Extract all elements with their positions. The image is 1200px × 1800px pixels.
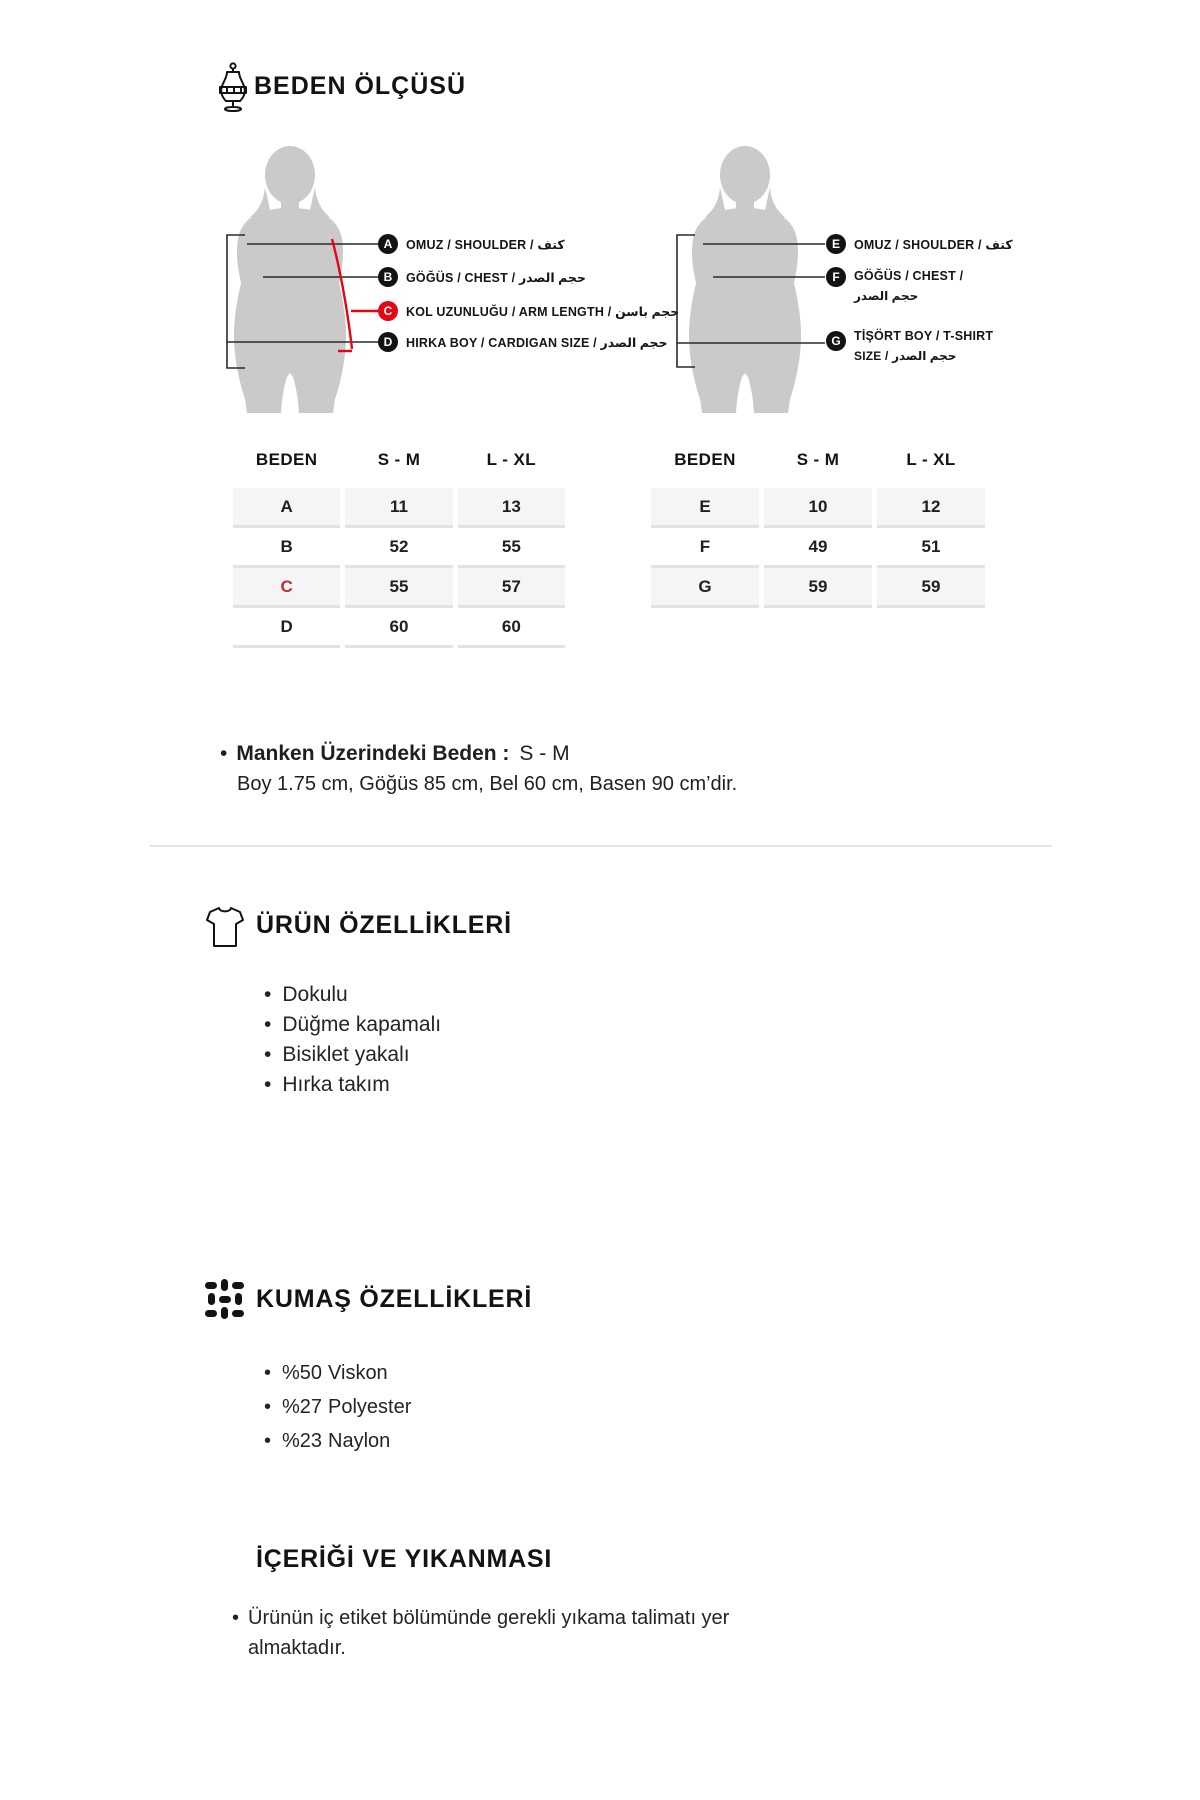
fabric-percent: %27 [282,1396,323,1418]
label-cardigan-size: D HIRKA BOY / CARDIGAN SIZE / حجم الصدر [378,332,668,352]
table-row: A 11 13 [233,488,565,528]
label-tshirt-size: G TİŞÖRT BOY / T-SHIRT SIZE / حجم الصدر [826,326,993,366]
list-item [264,1424,411,1458]
left-figure-diagram [215,145,390,415]
right-figure-diagram [665,145,835,415]
col-header: BEDEN [674,450,736,469]
col-header: L - XL [906,450,956,469]
letter-badge: G [826,331,846,351]
letter-badge-red: C [378,301,398,321]
bullet: • [232,1607,240,1629]
letter-badge: A [378,234,398,254]
list-item: • Dokulu [264,980,441,1010]
table-row: F 49 51 [651,528,985,568]
fabric-percent: %23 [282,1430,323,1452]
label-shoulder-left: A OMUZ / SHOULDER / كتف [378,234,565,254]
label-chest-right: F GÖĞÜS / CHEST / حجم الصدر [826,266,963,306]
table-row: G 59 59 [651,568,985,608]
section-title-fabric: KUMAŞ ÖZELLİKLERİ [256,1285,533,1313]
table-header-row [651,450,985,480]
table-row: D 60 60 [233,608,565,648]
care-text: Ürünün iç etiket bölümünde gerekli yıkama talimatı yer almaktadır. [248,1607,730,1659]
fabric-percent: %50 [282,1362,323,1384]
letter-badge: E [826,234,846,254]
letter-badge: D [378,332,398,352]
model-size-info [220,742,737,796]
bullet: • [264,1043,272,1066]
col-header: L - XL [486,450,536,469]
product-feature-list [264,980,441,1100]
list-item [264,1390,411,1424]
bullet: • [264,1430,272,1452]
list-item: • Bisiklet yakalı [264,1040,441,1070]
col-header: BEDEN [255,450,318,469]
bullet: • [264,1396,272,1418]
size-table-cardigan [233,450,565,648]
model-measurements: Boy 1.75 cm, Göğüs 85 cm, Bel 60 cm, Basen 90 cm’dir. [237,773,738,795]
dress-form-icon [216,62,250,112]
page-title: BEDEN ÖLÇÜSÜ [254,72,467,100]
female-silhouette [689,146,801,413]
list-item: • Düğme kapamalı [264,1010,441,1040]
fabric-name: Polyester [328,1396,412,1418]
bullet: • [264,983,272,1006]
label-arm-length: C KOL UZUNLUĞU / ARM LENGTH / حجم باسن [378,301,679,321]
section-divider [150,845,1052,847]
table-row: B 52 55 [233,528,565,568]
fabric-composition-list [264,1356,411,1458]
fabric-name: Viskon [328,1362,388,1384]
col-header: S - M [377,450,421,469]
bullet: • [264,1362,272,1384]
letter-badge: B [378,267,398,287]
care-instruction [232,1603,793,1663]
table-row: C 55 57 [233,568,565,608]
fabric-weave-icon [204,1278,246,1320]
col-header: S - M [796,450,840,469]
label-chest-left: B GÖĞÜS / CHEST / حجم الصدر [378,267,586,287]
bullet: • [220,742,228,765]
list-item: • Hırka takım [264,1070,441,1100]
list-item [264,1356,411,1390]
female-silhouette [234,146,346,413]
model-size-label: Manken Üzerindeki Beden : [236,742,510,765]
table-header-row [233,450,565,480]
size-table-tshirt [651,450,985,608]
model-size-value: S - M [519,742,570,765]
bullet: • [264,1013,272,1036]
section-title-product: ÜRÜN ÖZELLİKLERİ [256,911,512,939]
bullet: • [264,1073,272,1096]
letter-badge: F [826,267,846,287]
section-title-care: İÇERİĞİ VE YIKANMASI [256,1545,553,1573]
tshirt-icon [206,905,244,949]
label-shoulder-right: E OMUZ / SHOULDER / كتف [826,234,1013,254]
fabric-name: Naylon [328,1430,391,1452]
table-row: E 10 12 [651,488,985,528]
